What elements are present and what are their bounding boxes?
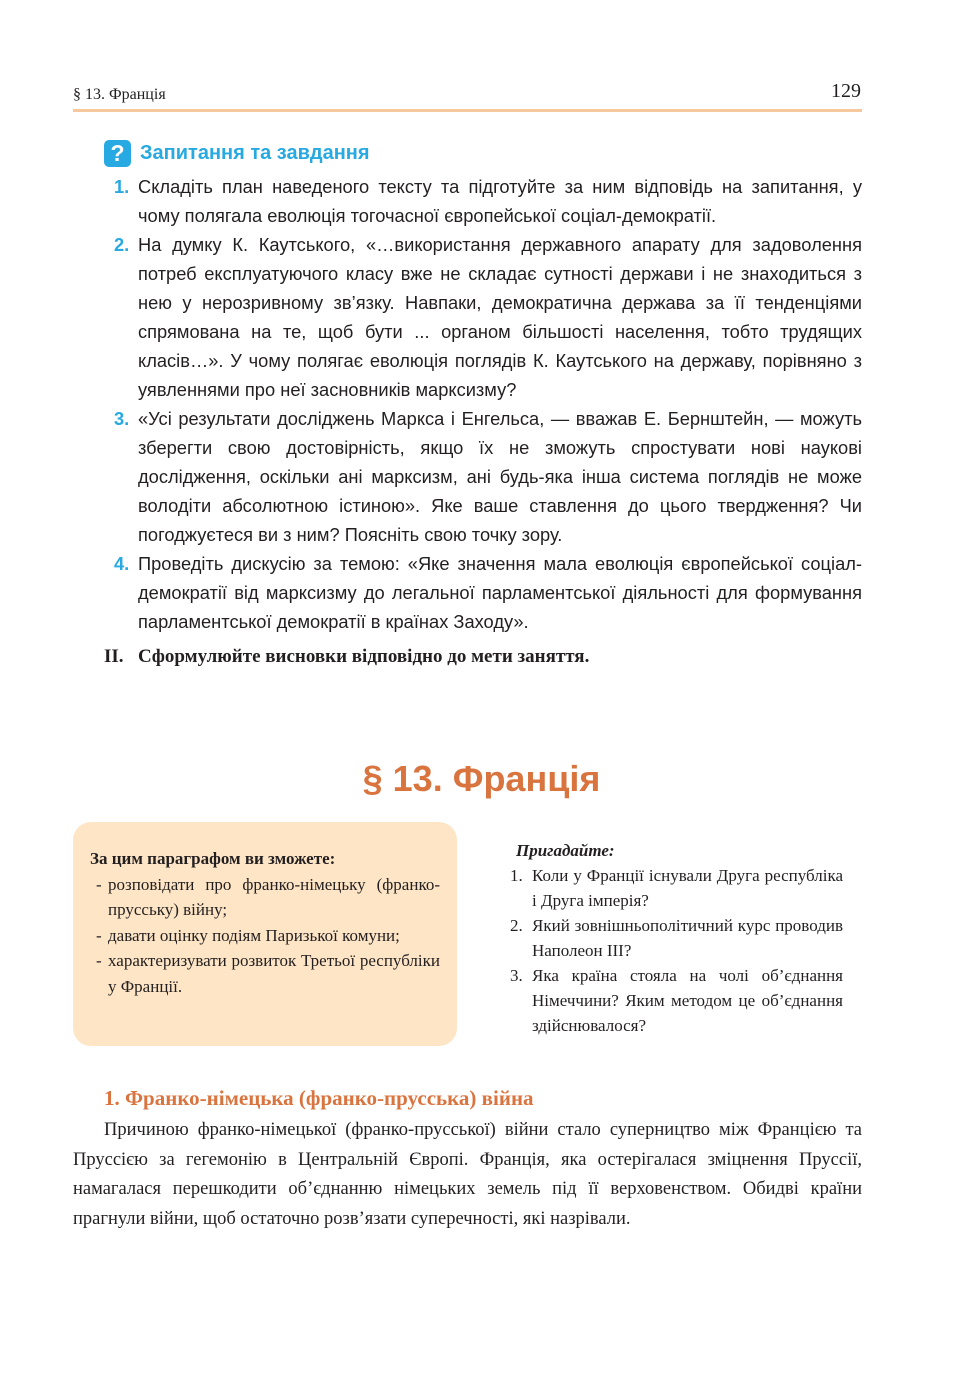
questions-title: Запитання та завдання — [140, 141, 370, 164]
remember-item — [510, 963, 843, 1038]
goals-content — [90, 846, 440, 999]
goal-item: - розповідати про франко-німецьку (франко-прусську) війну; — [90, 872, 440, 923]
question-text: Проведіть дискусію за темою: «Яке значення мала еволюція європейської соціал-демократії від марксизму до легальної парламентської діяльності для формування парламентської демократії в країнах Заходу». — [138, 553, 862, 632]
remember-text: Коли у Франції існували Друга республіка і Друга імперія? — [532, 866, 843, 910]
question-item — [104, 230, 862, 404]
goal-text: давати оцінку подіям Паризької комуни; — [108, 925, 400, 945]
remember-item — [510, 863, 843, 913]
goal-item: - давати оцінку подіям Паризької комуни; — [90, 923, 440, 949]
goal-text: розповідати про франко-німецьку (франко-прусську) війну; — [108, 874, 440, 919]
question-icon: ? — [104, 140, 131, 167]
running-title: § 13. Франція — [73, 86, 166, 103]
question-number: 4. — [114, 553, 130, 574]
conclusion-number: II. — [104, 646, 124, 667]
question-number: 2. — [114, 234, 130, 255]
questions-list — [104, 172, 862, 636]
remember-text: Яка країна стояла на чолі об’єднання Німеччини? Яким методом це об’єднання здійснювалося? — [532, 966, 843, 1035]
questions-heading — [104, 138, 370, 168]
question-text: На думку К. Каутського, «…використання державного апарату для задоволення потреб експлуатуючого класу вже не складає сутності держави і не знаходиться з нею у нерозривному зв’язку. Навпаки, демократична держава за її тенденціями спрямована на те, щоб бути ... органом більшості населення, тобто трудящих класів…». У чому полягає еволюція поглядів К. Каутського на державу, порівняно з уявленнями про неї засновників марксизму? — [138, 234, 862, 400]
body-paragraph: Причиною франко-німецької (франко-прусської) війни стало суперництво між Францією та Пруссією за гегемонію в Центральній Європі. Франція, яка остерігалася зміцнення Пруссії, намагалася перешкодити об’єднанню німецьких земель під її верховенством. Обидві країни прагнули війни, щоб остаточно розв’язати суперечності, які назрівали. — [73, 1120, 862, 1229]
question-item — [104, 404, 862, 549]
remember-text: Який зовнішньополітичний курс проводив Наполеон ІІІ? — [532, 916, 843, 960]
remember-heading: Пригадайте: — [516, 841, 615, 860]
conclusion-text: Сформулюйте висновки відповідно до мети заняття. — [138, 646, 590, 667]
header-rule — [73, 109, 862, 112]
remember-number: 2. — [510, 916, 523, 935]
remember-item — [510, 913, 843, 963]
subsection-title: 1. Франко-німецька (франко-прусська) війна — [104, 1086, 534, 1110]
question-number: 1. — [114, 176, 130, 197]
question-item — [104, 549, 862, 636]
question-number: 3. — [114, 408, 130, 429]
goal-item: - характеризувати розвиток Третьої республіки у Франції. — [90, 948, 440, 999]
remember-block — [510, 838, 843, 1038]
question-text: Складіть план наведеного тексту та підготуйте за ним відповідь на запитання, у чому полягала еволюція тогочасної європейської соціал-демократії. — [138, 176, 862, 226]
remember-number: 3. — [510, 966, 523, 985]
question-item — [104, 172, 862, 230]
goals-heading: За цим параграфом ви зможете: — [90, 849, 336, 868]
goal-text: характеризувати розвиток Третьої республіки у Франції. — [108, 951, 440, 996]
page-number: 129 — [831, 80, 861, 102]
section-title: § 13. Франція — [362, 758, 601, 799]
question-text: «Усі результати досліджень Маркса і Енгельса, — вважав Е. Бернштейн, — можуть зберегти свою достовірність, якщо їх не зможуть спростувати нові наукові дослідження, оскільки ані марксизм, ані будь-яка інша система поглядів не може володіти абсолютною істиною». Яке ваше ставлення до цього твердження? Чи погоджуєтеся ви з ним? Поясніть свою точку зору. — [138, 408, 862, 545]
conclusion-task — [104, 646, 589, 668]
remember-number: 1. — [510, 866, 523, 885]
